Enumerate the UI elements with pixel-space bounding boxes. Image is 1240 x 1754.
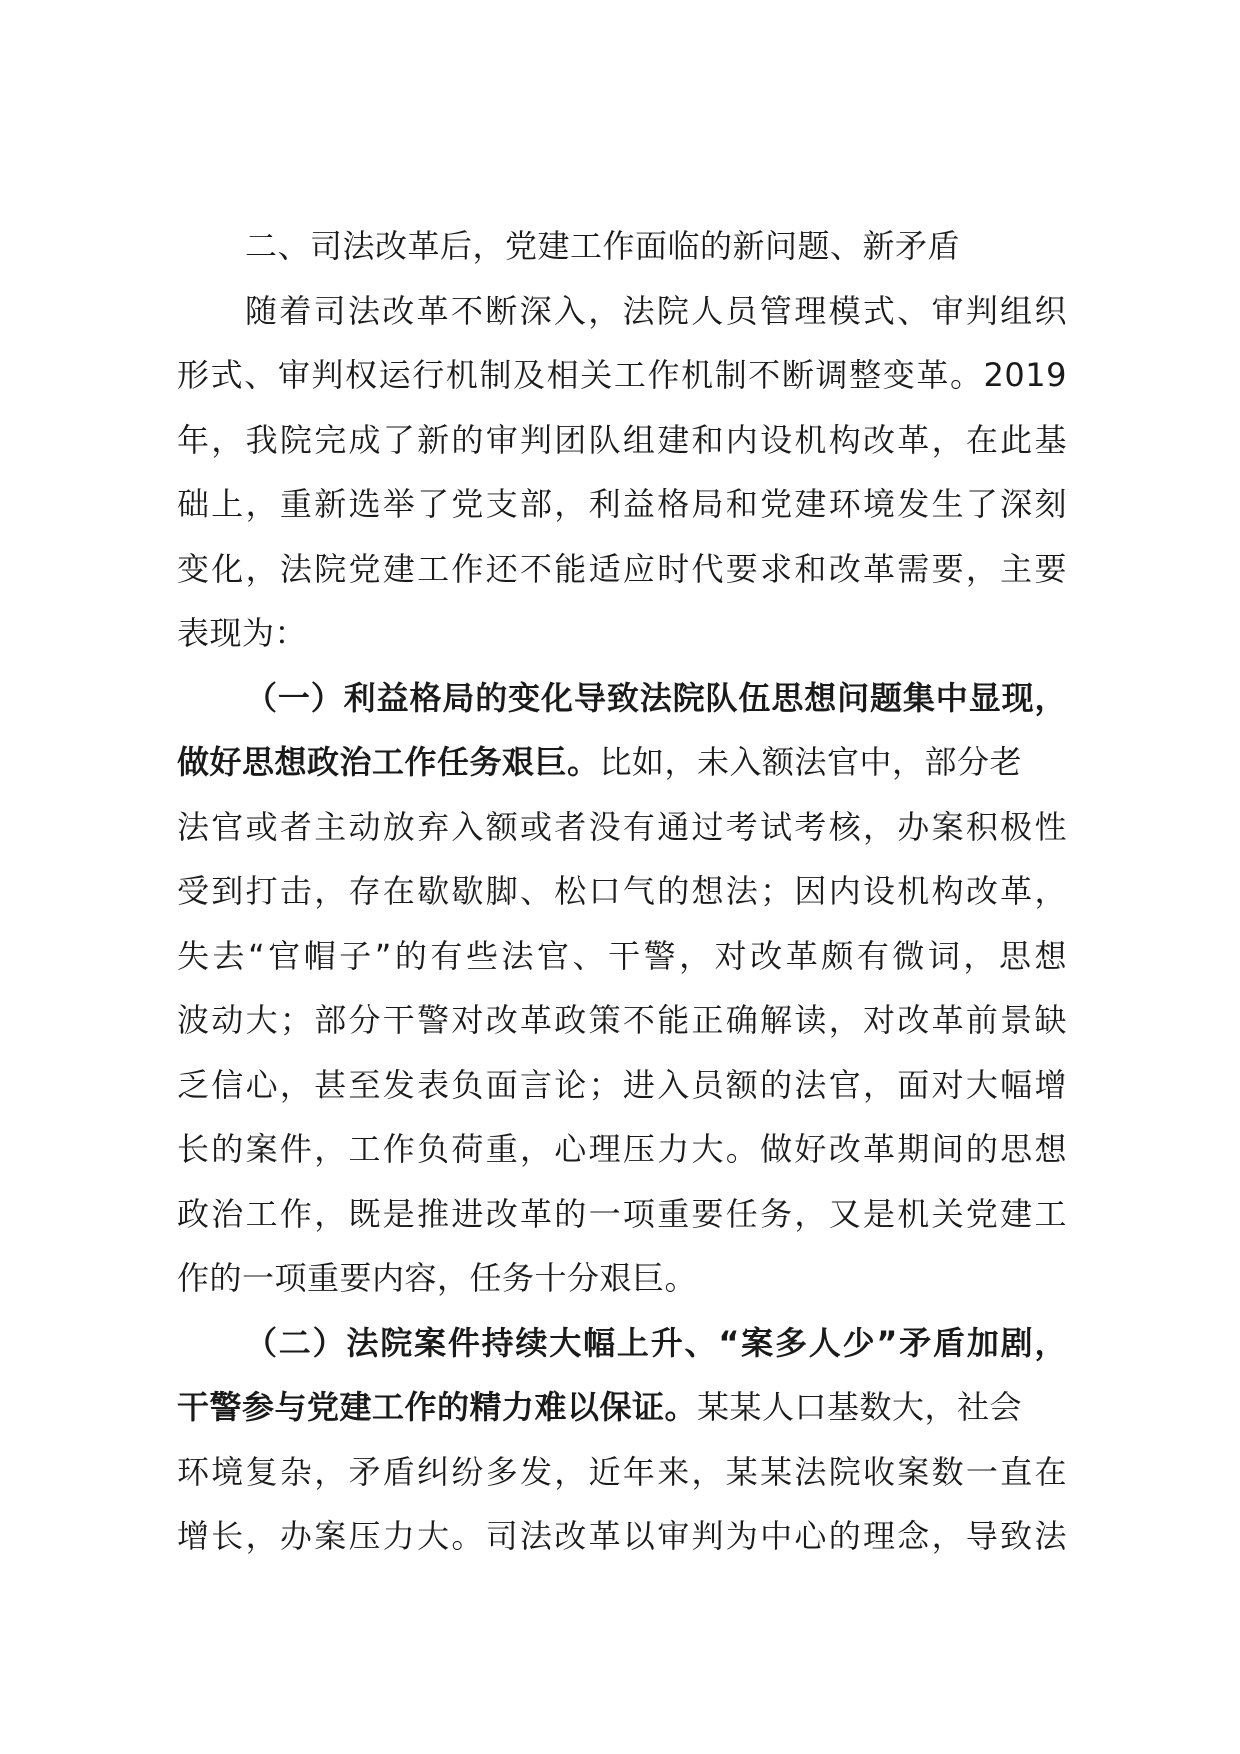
paragraph-text: 某某人口基数大，社会 xyxy=(697,1388,1023,1426)
paragraph-line xyxy=(177,1053,1067,1118)
subsection-1-title-line xyxy=(177,666,1067,731)
subsection-1-title-end: 做好思想政治工作任务艰巨。 xyxy=(177,743,600,781)
paragraph-text: 受到打击，存在歇歇脚、松口气的想法；因内设机构改革， xyxy=(177,872,1067,910)
subsection-2-title: （二）法院案件持续大幅上升、“案多人少”矛盾加剧， xyxy=(245,1323,1067,1362)
paragraph-line xyxy=(177,859,1067,924)
paragraph-text: 法官或者主动放弃入额或者没有通过考试考核，办案积极性 xyxy=(177,807,1067,846)
paragraph-text: 变化，法院党建工作还不能适应时代要求和改革需要，主要 xyxy=(177,549,1067,588)
paragraph-text: 失去“官帽子”的有些法官、干警，对改革颇有微词，思想 xyxy=(177,936,1067,975)
paragraph-line xyxy=(177,472,1067,537)
subsection-2-title-line xyxy=(177,1311,1067,1376)
paragraph-text: 长的案件，工作负荷重，心理压力大。做好改革期间的思想 xyxy=(177,1130,1067,1168)
document-page xyxy=(177,214,1067,1569)
paragraph-line xyxy=(177,1246,1067,1311)
paragraph-line xyxy=(177,408,1067,473)
paragraph-line xyxy=(177,795,1067,860)
paragraph-line xyxy=(177,537,1067,602)
paragraph-line xyxy=(177,279,1067,344)
paragraph-line xyxy=(177,601,1067,666)
paragraph-line xyxy=(177,1440,1067,1505)
paragraph-line xyxy=(177,924,1067,989)
paragraph-text: 年，我院完成了新的审判团队组建和内设机构改革，在此基 xyxy=(177,420,1067,459)
subsection-2-title-end: 干警参与党建工作的精力难以保证。 xyxy=(177,1388,698,1426)
paragraph-line xyxy=(177,1117,1067,1182)
paragraph-text: 作的一项重要内容，任务十分艰巨。 xyxy=(177,1259,698,1297)
paragraph-line xyxy=(177,343,1067,408)
paragraph-text: 政治工作，既是推进改革的一项重要任务，又是机关党建工 xyxy=(177,1194,1067,1233)
subsection-1-title: （一）利益格局的变化导致法院队伍思想问题集中显现， xyxy=(245,678,1067,717)
paragraph-text: 形式、审判权运行机制及相关工作机制不断调整变革。2019 xyxy=(177,356,1067,394)
paragraph-text: 波动大；部分干警对改革政策不能正确解读，对改革前景缺 xyxy=(177,1001,1067,1039)
section-heading-text: 二、司法改革后，党建工作面临的新问题、新矛盾 xyxy=(245,227,961,265)
paragraph-line xyxy=(177,988,1067,1053)
paragraph-text: 础上，重新选举了党支部，利益格局和党建环境发生了深刻 xyxy=(177,485,1067,523)
paragraph-text: 随着司法改革不断深入，法院人员管理模式、审判组织 xyxy=(245,291,1067,330)
paragraph-line xyxy=(177,1375,1067,1440)
paragraph-text: 乏信心，甚至发表负面言论；进入员额的法官，面对大幅增 xyxy=(177,1065,1067,1104)
paragraph-line xyxy=(177,1182,1067,1247)
section-heading xyxy=(177,214,1067,279)
paragraph-text: 增长，办案压力大。司法改革以审判为中心的理念，导致法 xyxy=(177,1517,1067,1555)
paragraph-text: 表现为： xyxy=(177,614,308,652)
paragraph-line xyxy=(177,730,1067,795)
paragraph-text: 环境复杂，矛盾纠纷多发，近年来，某某法院收案数一直在 xyxy=(177,1452,1067,1491)
paragraph-text: 比如，未入额法官中，部分老 xyxy=(599,743,1023,781)
paragraph-line xyxy=(177,1504,1067,1569)
